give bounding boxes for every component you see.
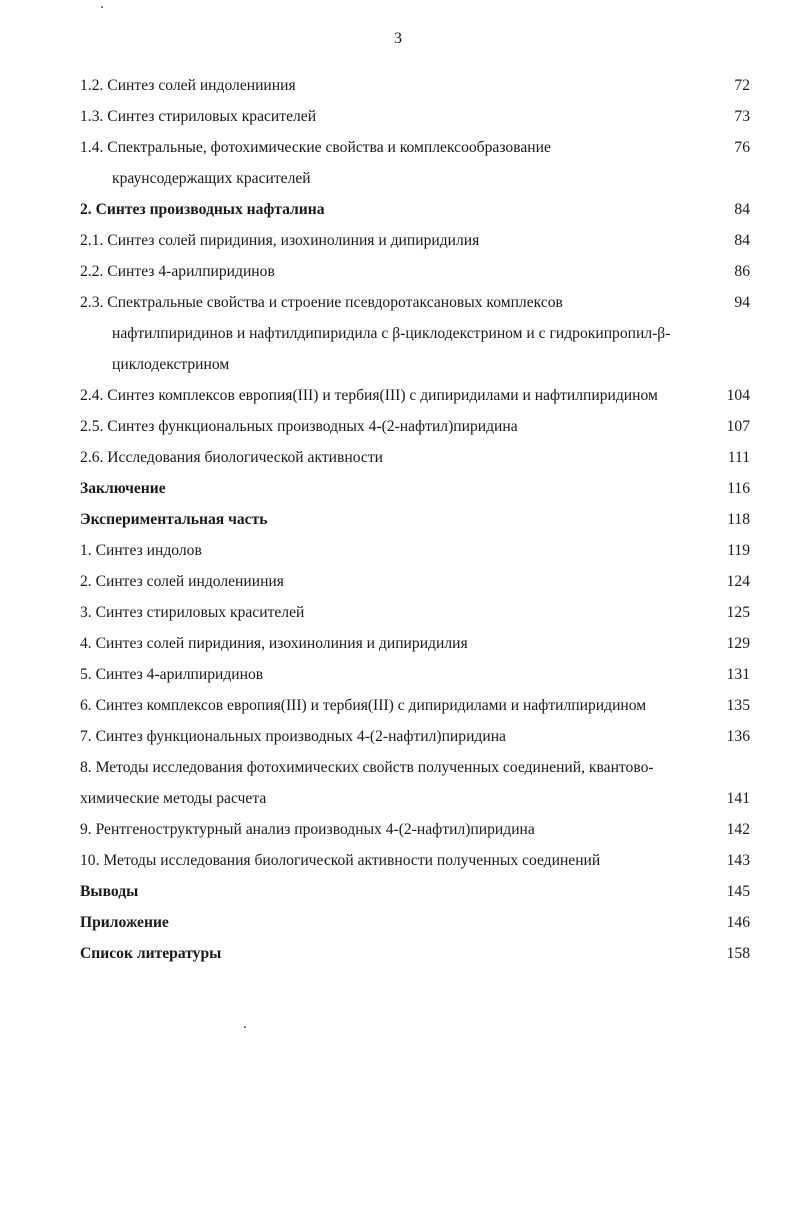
toc-entry (80, 349, 750, 380)
toc-entry-page: 76 (734, 139, 750, 156)
toc-entry-page: 129 (726, 635, 750, 652)
toc-entry-page: 116 (727, 480, 750, 497)
toc-entry-page: 124 (726, 573, 750, 590)
toc-entry (80, 690, 750, 721)
toc-entry-page: 141 (726, 790, 750, 807)
toc-entry-title: нафтилпиридинов и нафтилдипиридила с β-циклодекстрином и с гидрокипропил-β- (112, 325, 671, 342)
toc-entry-title: Приложение (80, 914, 169, 931)
toc-entry-title: 6. Синтез комплексов европия(III) и тербия(III) с дипиридилами и нафтилпиридином (80, 697, 647, 714)
toc-entry-title: 2.6. Исследования биологической активности (80, 449, 383, 466)
toc-entry (80, 318, 750, 349)
toc-entry (80, 814, 750, 845)
toc-entry (80, 287, 750, 318)
toc-entry-page: 94 (734, 294, 750, 311)
toc-entry-title: 1.3. Синтез стириловых красителей (80, 108, 317, 125)
toc-entry-title: Экспериментальная часть (80, 511, 268, 528)
toc-entry (80, 101, 750, 132)
toc-entry-title: Выводы (80, 883, 139, 900)
toc-entry-title: Заключение (80, 480, 166, 497)
toc-entry-page: 125 (726, 604, 750, 621)
toc-entry (80, 70, 750, 101)
toc-entry-title: 1. Синтез индолов (80, 542, 202, 559)
toc-entry (80, 411, 750, 442)
toc-entry-title: 2.5. Синтез функциональных производных 4-(2-нафтил)пиридина (80, 418, 518, 435)
toc-entry-title: 5. Синтез 4-арилпиридинов (80, 666, 264, 683)
toc-entry-title: 2.3. Спектральные свойства и строение псевдоротаксановых комплексов (80, 294, 563, 311)
toc-entry-title: 2.1. Синтез солей пиридиния, изохинолиния и дипиридилия (80, 232, 480, 249)
toc-entry-page: 142 (726, 821, 750, 838)
toc-entry (80, 597, 750, 628)
toc-entry (80, 938, 750, 969)
toc-entry-title: химические методы расчета (80, 790, 267, 807)
toc-entry (80, 504, 750, 535)
toc-entry-page: 146 (726, 914, 750, 931)
toc-entry-page: 135 (726, 697, 750, 714)
toc-entry-page: 84 (734, 232, 750, 249)
toc-entry (80, 194, 750, 225)
toc-entry-page: 158 (726, 945, 750, 962)
toc-entry-page: 143 (726, 852, 750, 869)
toc-entry-title: Список литературы (80, 945, 222, 962)
toc-entry (80, 225, 750, 256)
toc-entry-page: 131 (726, 666, 750, 683)
toc-entry (80, 473, 750, 504)
toc-entry-title: 9. Рентгеноструктурный анализ производных 4-(2-нафтил)пиридина (80, 821, 535, 838)
toc-entry (80, 163, 750, 194)
toc-entry (80, 876, 750, 907)
toc-entry-title: 10. Методы исследования биологической активности полученных соединений (80, 852, 601, 869)
toc-entry (80, 907, 750, 938)
toc-entry-title: 4. Синтез солей пиридиния, изохинолиния и дипиридилия (80, 635, 468, 652)
toc-entry (80, 380, 750, 411)
toc-entry (80, 628, 750, 659)
toc-entry-page: 107 (726, 418, 750, 435)
toc-entry-page: 73 (734, 108, 750, 125)
toc-entry (80, 566, 750, 597)
toc-entry (80, 132, 750, 163)
scan-speck (101, 6, 103, 8)
toc-entry-page: 145 (726, 883, 750, 900)
page-number: 3 (394, 30, 402, 47)
toc-entry-title: краунсодержащих красителей (112, 170, 311, 187)
toc-entry-title: циклодекстрином (112, 356, 230, 373)
toc-entry (80, 256, 750, 287)
toc-entry-title: 2. Синтез солей индоленииния (80, 573, 284, 590)
toc-entry (80, 442, 750, 473)
table-of-contents (80, 70, 750, 969)
toc-entry-title: 2.2. Синтез 4-арилпиридинов (80, 263, 275, 280)
scan-speck (244, 1026, 246, 1028)
toc-entry-page: 111 (727, 449, 750, 466)
toc-entry-page: 86 (734, 263, 750, 280)
toc-entry-page: 136 (726, 728, 750, 745)
toc-entry (80, 535, 750, 566)
toc-entry (80, 721, 750, 752)
toc-entry (80, 752, 750, 783)
toc-entry-page: 118 (727, 511, 750, 528)
toc-entry-title: 3. Синтез стириловых красителей (80, 604, 305, 621)
toc-entry-page: 119 (727, 542, 750, 559)
toc-entry (80, 845, 750, 876)
toc-entry-title: 2.4. Синтез комплексов европия(III) и тербия(III) с дипиридилами и нафтилпиридином (80, 387, 658, 404)
toc-entry-title: 1.2. Синтез солей индоленииния (80, 77, 296, 94)
toc-entry-title: 8. Методы исследования фотохимических свойств полученных соединений, квантово- (80, 759, 654, 776)
toc-entry (80, 783, 750, 814)
toc-entry-page: 84 (734, 201, 750, 218)
toc-entry-page: 72 (734, 77, 750, 94)
toc-entry-title: 1.4. Спектральные, фотохимические свойства и комплексообразование (80, 139, 551, 156)
toc-entry-page: 104 (726, 387, 750, 404)
toc-entry-title: 7. Синтез функциональных производных 4-(2-нафтил)пиридина (80, 728, 506, 745)
toc-entry-title: 2. Синтез производных нафталина (80, 201, 325, 218)
toc-entry (80, 659, 750, 690)
